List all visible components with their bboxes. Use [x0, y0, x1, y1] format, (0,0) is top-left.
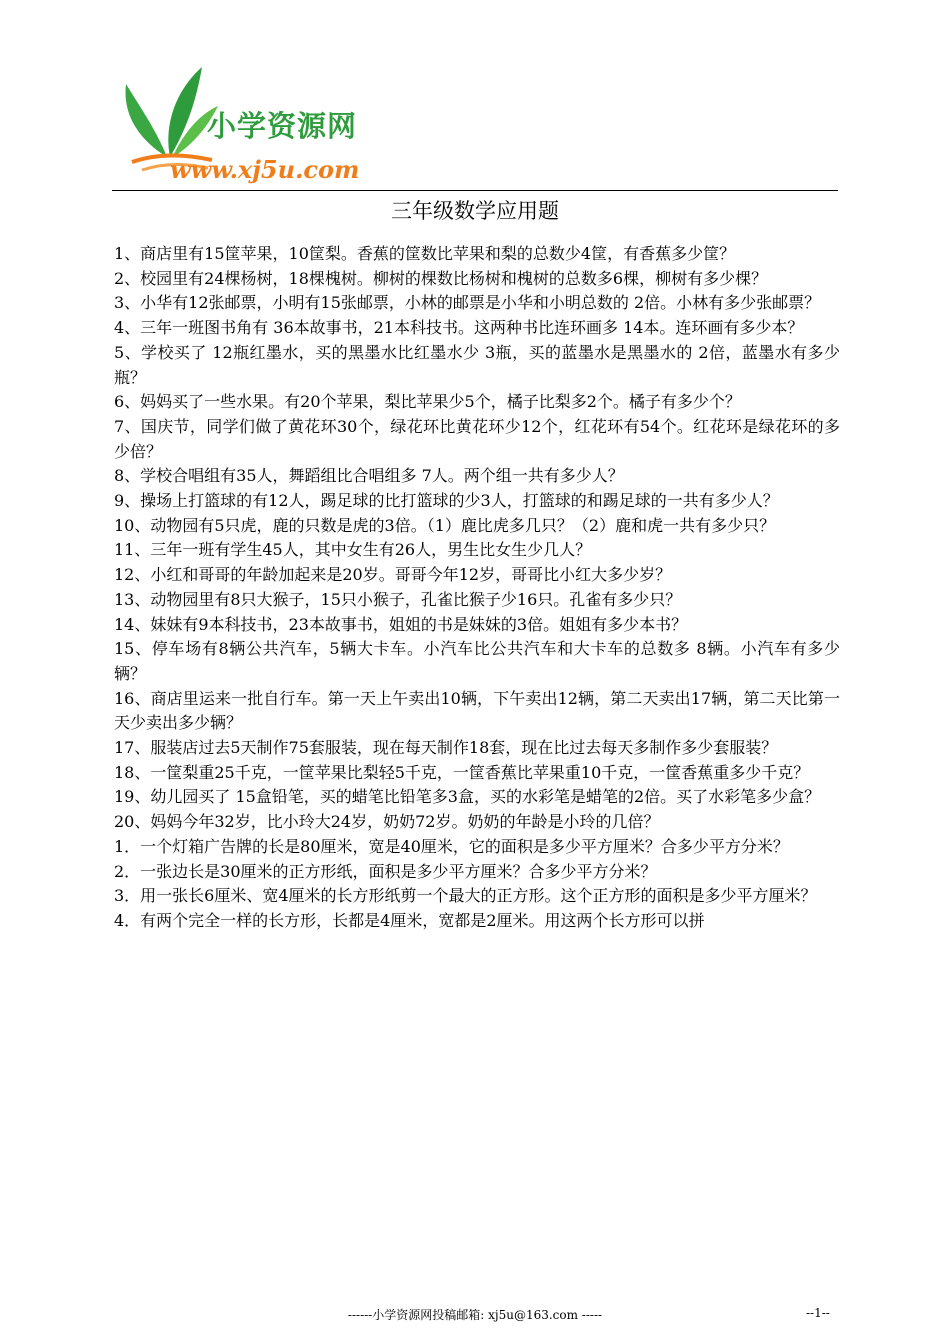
- problem-item: 6、妈妈买了一些水果。有20个苹果，梨比苹果少5个，橘子比梨多2个。橘子有多少个？: [114, 392, 741, 412]
- problem-item: 19、幼儿园买了 15盒铅笔，买的蜡笔比铅笔多3盒，买的水彩笔是蜡笔的2倍。买了水彩笔多少盒？: [114, 787, 821, 807]
- problem-item: 8、学校合唱组有35人，舞蹈组比合唱组多 7人。两个组一共有多少人？: [114, 466, 624, 486]
- area-problem-item: 3．用一张长6厘米、宽4厘米的长方形纸剪一个最大的正方形。这个正方形的面积是多少平方厘米？: [114, 886, 817, 906]
- problem-item: 12、小红和哥哥的年龄加起来是20岁。哥哥今年12岁，哥哥比小红大多少岁？: [114, 565, 672, 585]
- area-problem-item: 2．一张边长是30厘米的正方形纸，面积是多少平方厘米？合多少平方分米？: [114, 861, 657, 881]
- header-divider: [112, 190, 838, 191]
- problem-item: 10、动物园有5只虎，鹿的只数是虎的3倍。（1）鹿比虎多几只？（2）鹿和虎一共有多少只？: [114, 515, 776, 535]
- area-problem-item: 1．一个灯箱广告牌的长是80厘米，宽是40厘米，它的面积是多少平方厘米？合多少平方分米？: [114, 836, 789, 856]
- problem-item: 4、三年一班图书角有 36本故事书，21本科技书。这两种书比连环画多 14本。连环画有多少本？: [114, 318, 804, 338]
- problem-item: 20、妈妈今年32岁，比小玲大24岁，奶奶72岁。奶奶的年龄是小玲的几倍？: [114, 812, 660, 832]
- problem-item: 11、三年一班有学生45人，其中女生有26人，男生比女生少几人？: [114, 540, 592, 560]
- problem-item: 9、操场上打篮球的有12人，踢足球的比打篮球的少3人，打篮球的和踢足球的一共有多少人？: [114, 491, 779, 511]
- problem-item: 7、国庆节，同学们做了黄花环30个，绿花环比黄花环少12个，红花环有54个。红花环是绿花环的多少倍？: [114, 416, 840, 461]
- problem-item: 14、妹妹有9本科技书，23本故事书，姐姐的书是妹妹的3倍。姐姐有多少本书？: [114, 614, 688, 634]
- logo-url: www.xj5u.com: [170, 155, 360, 184]
- problem-item: 5、学校买了 12瓶红墨水，买的黑墨水比红墨水少 3瓶，买的蓝墨水是黑墨水的 2倍，蓝墨水有多少瓶？: [114, 342, 840, 387]
- problem-item: 17、服装店过去5天制作75套服装，现在每天制作18套，现在比过去每天多制作多少套服装？: [114, 738, 778, 758]
- page-number: --1--: [806, 1306, 830, 1320]
- logo-text: 小学资源网: [207, 109, 358, 143]
- page-title: 三年级数学应用题: [391, 199, 559, 223]
- problem-item: 18、一筐梨重25千克，一筐苹果比梨轻5千克，一筐香蕉比苹果重10千克，一筐香蕉重多少千克？: [114, 762, 810, 782]
- area-problem-item: 4．有两个完全一样的长方形，长都是4厘米，宽都是2厘米。用这两个长方形可以拼: [114, 910, 705, 930]
- problem-item: 13、动物园里有8只大猴子，15只小猴子，孔雀比猴子少16只。孔雀有多少只？: [114, 589, 682, 609]
- problem-item: 1、商店里有15筐苹果，10筐梨。香蕉的筐数比苹果和梨的总数少4筐，有香蕉多少筐？: [114, 244, 736, 263]
- problem-list: [114, 242, 840, 934]
- problem-item: 15、停车场有8辆公共汽车，5辆大卡车。小汽车比公共汽车和大卡车的总数多 8辆。小汽车有多少辆？: [114, 639, 840, 683]
- problem-item: 16、商店里运来一批自行车。第一天上午卖出10辆，下午卖出12辆，第二天卖出17辆，第二天比第一天少卖出多少辆？: [114, 688, 840, 733]
- problem-item: 2、校园里有24棵杨树，18棵槐树。柳树的棵数比杨树和槐树的总数多6棵，柳树有多少棵？: [114, 268, 768, 288]
- problem-item: 3、小华有12张邮票，小明有15张邮票，小林的邮票是小华和小明总数的 2倍。小林有多少张邮票？: [114, 293, 821, 313]
- footer-submission-email: ------小学资源网投稿邮箱: xj5u@163.com -----: [347, 1308, 603, 1322]
